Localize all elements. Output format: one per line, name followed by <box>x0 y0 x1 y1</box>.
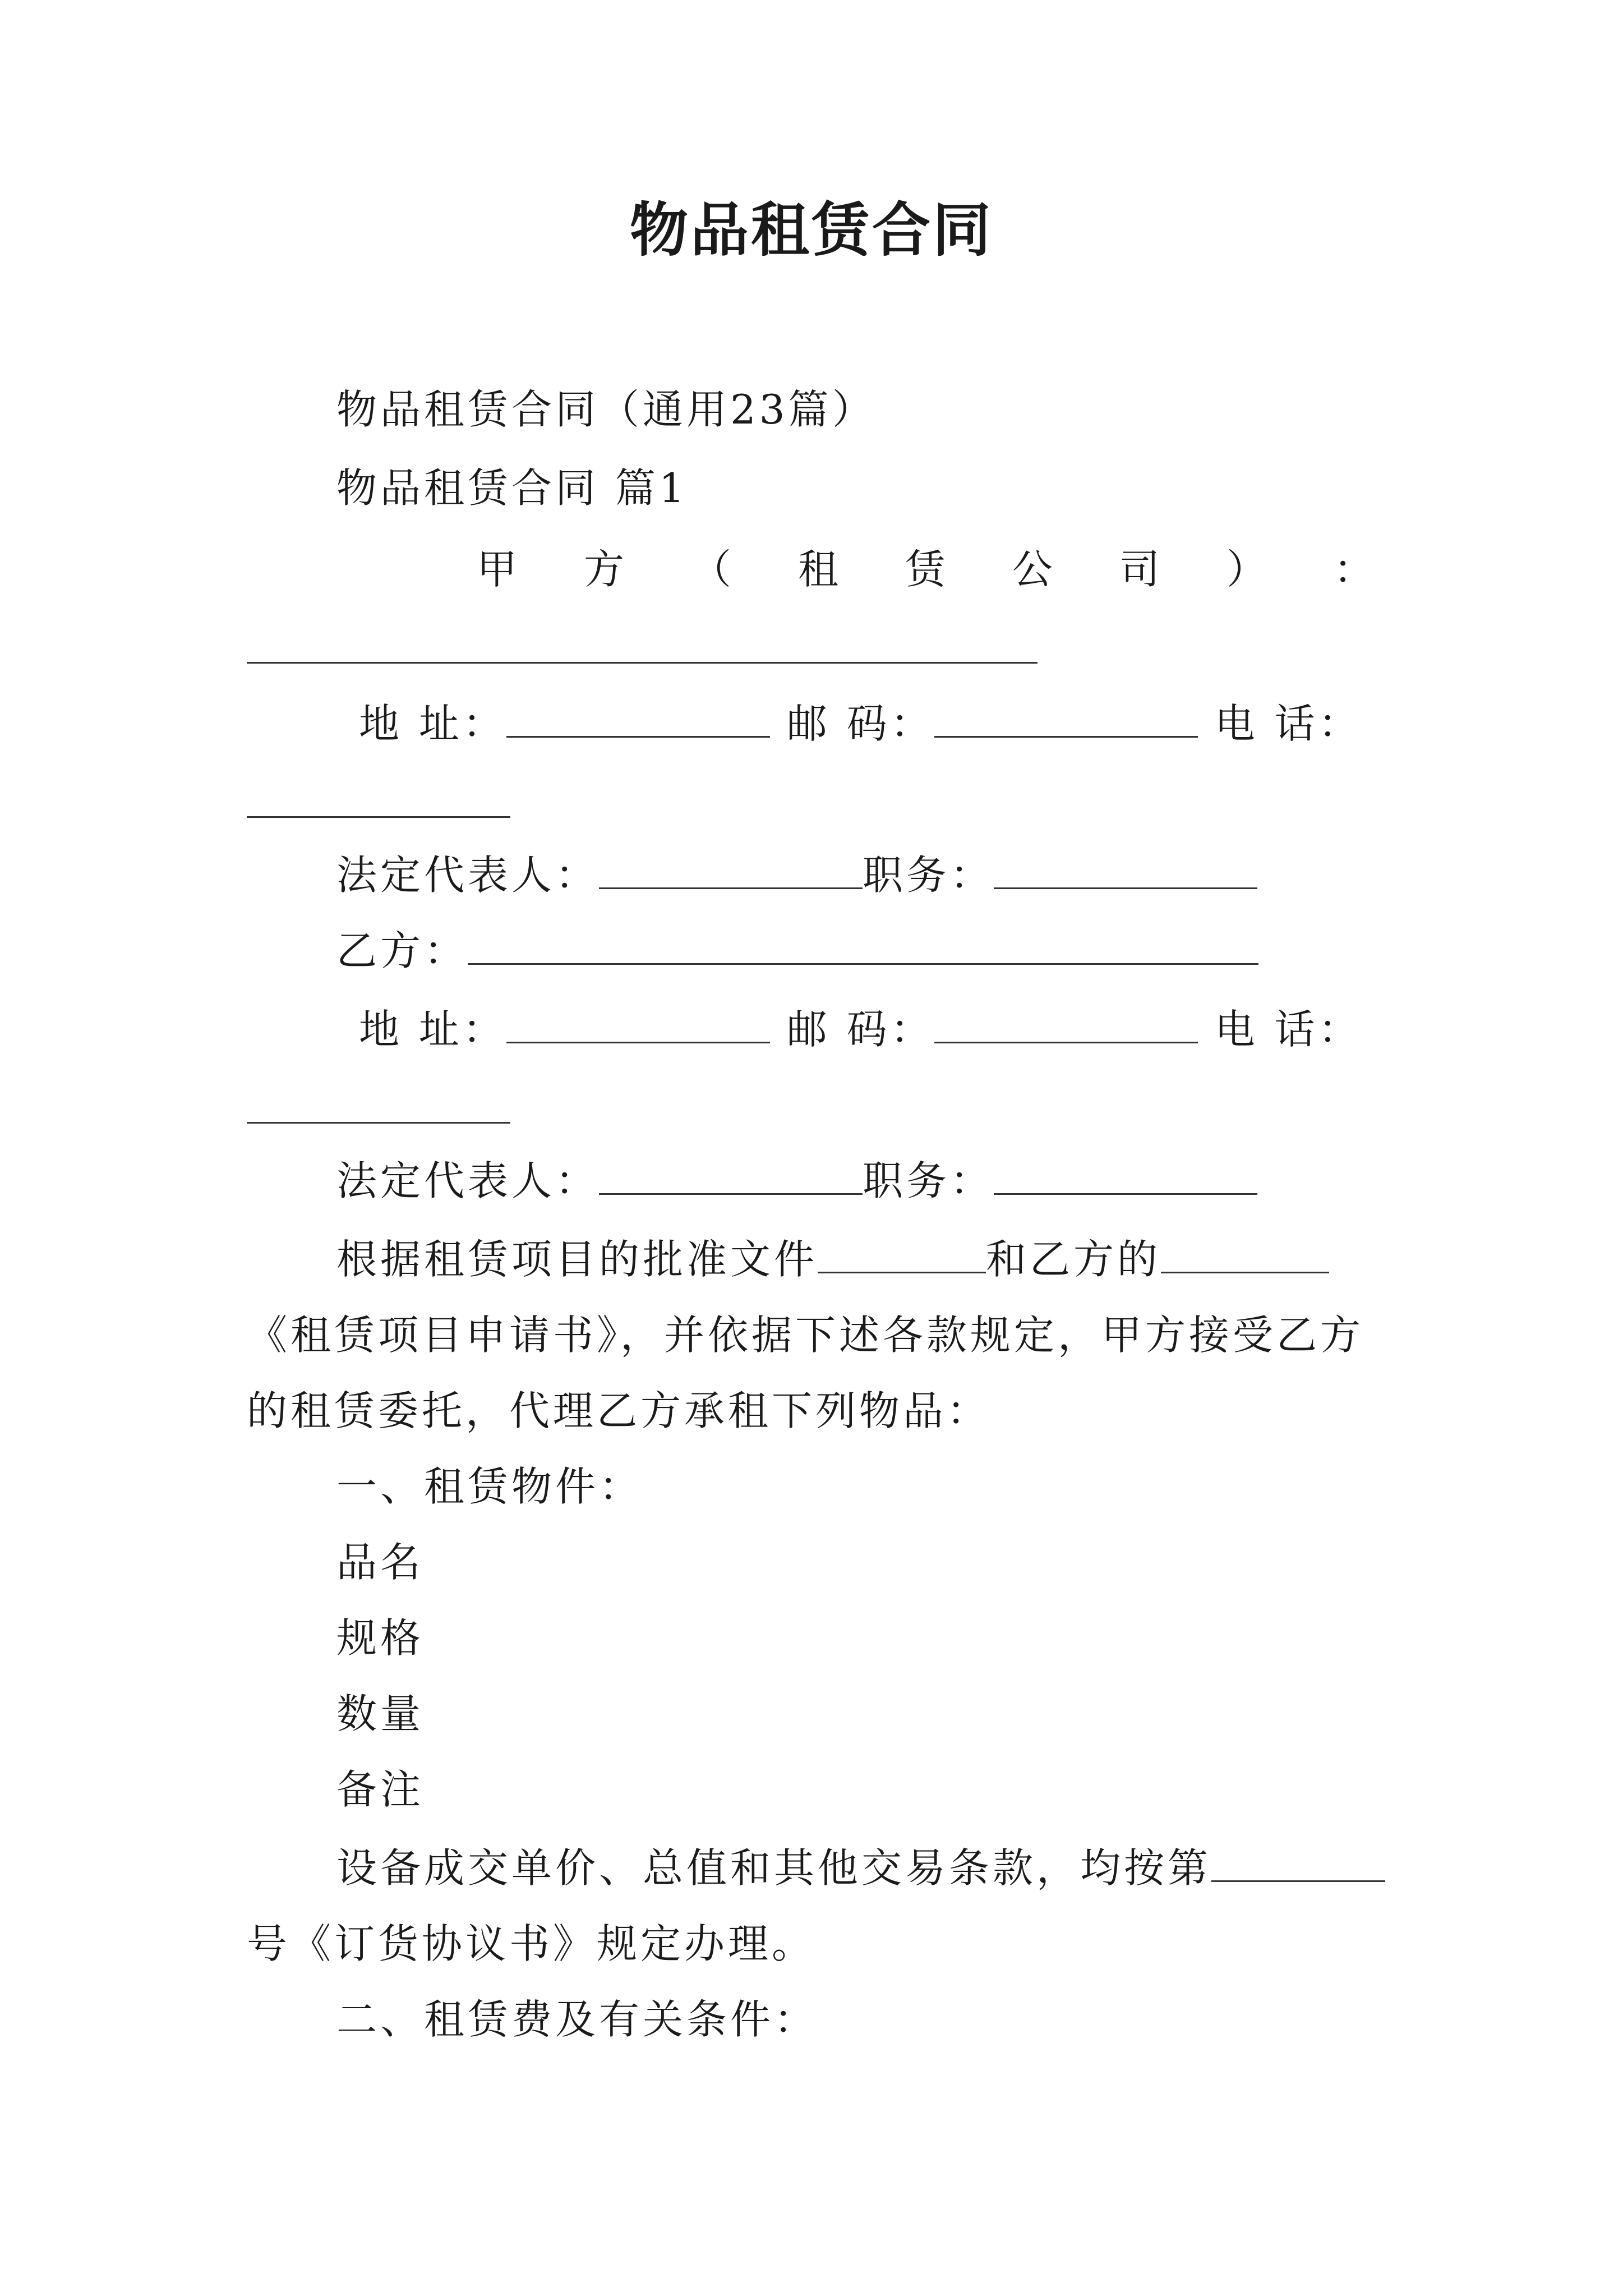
postcode-label: 邮 码： <box>786 700 934 747</box>
position-blank[interactable] <box>994 1156 1257 1195</box>
intro-line-3: 的租赁委托，代理乙方承租下列物品： <box>247 1387 991 1434</box>
phone-blank[interactable] <box>247 1122 510 1124</box>
position-label: 职务： <box>863 852 994 899</box>
party-a-label <box>477 541 1374 597</box>
party-a-char: 方 <box>583 546 624 593</box>
item-remarks: 备注 <box>336 1766 425 1813</box>
rep-blank[interactable] <box>599 850 863 889</box>
document-subtitle: 物品租赁合同（通用23篇） <box>336 386 876 433</box>
postcode-label: 邮 码： <box>786 1006 934 1053</box>
party-b-row <box>336 923 1258 979</box>
agreement-number-blank[interactable] <box>1211 1843 1385 1882</box>
item-name: 品名 <box>336 1539 425 1586</box>
rep-label: 法定代表人： <box>336 1157 600 1204</box>
address-blank[interactable] <box>506 1005 770 1043</box>
party-b-label: 乙方： <box>336 927 468 974</box>
postcode-blank[interactable] <box>934 699 1198 738</box>
contact-row-b <box>359 1001 1368 1057</box>
phone-label: 电 话： <box>1214 1006 1362 1053</box>
position-label: 职务： <box>863 1157 994 1204</box>
item-quantity: 数量 <box>336 1690 425 1737</box>
position-blank[interactable] <box>994 850 1257 889</box>
party-a-char: 租 <box>797 546 838 593</box>
rep-row-b <box>336 1153 1257 1209</box>
terms-line-1 <box>336 1840 1385 1896</box>
rep-blank[interactable] <box>599 1156 863 1195</box>
party-a-char: （ <box>690 546 731 593</box>
clause-1-heading: 一、租赁物件： <box>336 1463 643 1510</box>
approval-doc-blank[interactable] <box>818 1235 986 1273</box>
rep-row-a <box>336 847 1257 903</box>
application-blank[interactable] <box>1161 1235 1329 1273</box>
intro-line-1 <box>336 1231 1329 1287</box>
address-label: 地 址： <box>359 1006 506 1053</box>
terms-text: 设备成交单价、总值和其他交易条款，均按第 <box>336 1844 1212 1892</box>
party-a-char: 甲 <box>477 546 518 593</box>
terms-line-2: 号《订货协议书》规定办理。 <box>247 1920 816 1967</box>
document-title: 物品租赁合同 <box>629 195 993 264</box>
party-a-char: ） <box>1226 546 1267 593</box>
party-a-char: 公 <box>1012 546 1053 593</box>
address-blank[interactable] <box>506 699 770 738</box>
postcode-blank[interactable] <box>934 1005 1198 1043</box>
party-a-char: 司 <box>1119 546 1160 593</box>
rep-label: 法定代表人： <box>336 852 600 899</box>
phone-blank[interactable] <box>247 816 510 818</box>
party-a-char: 赁 <box>905 546 946 593</box>
party-b-name-blank[interactable] <box>468 926 1258 965</box>
contact-row-a <box>359 696 1368 752</box>
intro-line-2: 《租赁项目申请书》，并依据下述各款规定，甲方接受乙方 <box>247 1312 1364 1359</box>
party-a-name-blank[interactable] <box>247 662 1038 664</box>
section-heading: 物品租赁合同 篇1 <box>336 464 688 512</box>
party-a-char: ： <box>1333 546 1374 593</box>
phone-label: 电 话： <box>1214 700 1362 747</box>
intro-part-1: 根据租赁项目的批准文件 <box>336 1236 818 1283</box>
intro-part-2: 和乙方的 <box>986 1236 1161 1283</box>
address-label: 地 址： <box>359 700 506 747</box>
item-spec: 规格 <box>336 1614 425 1662</box>
clause-2-heading: 二、租赁费及有关条件： <box>336 1996 818 2043</box>
